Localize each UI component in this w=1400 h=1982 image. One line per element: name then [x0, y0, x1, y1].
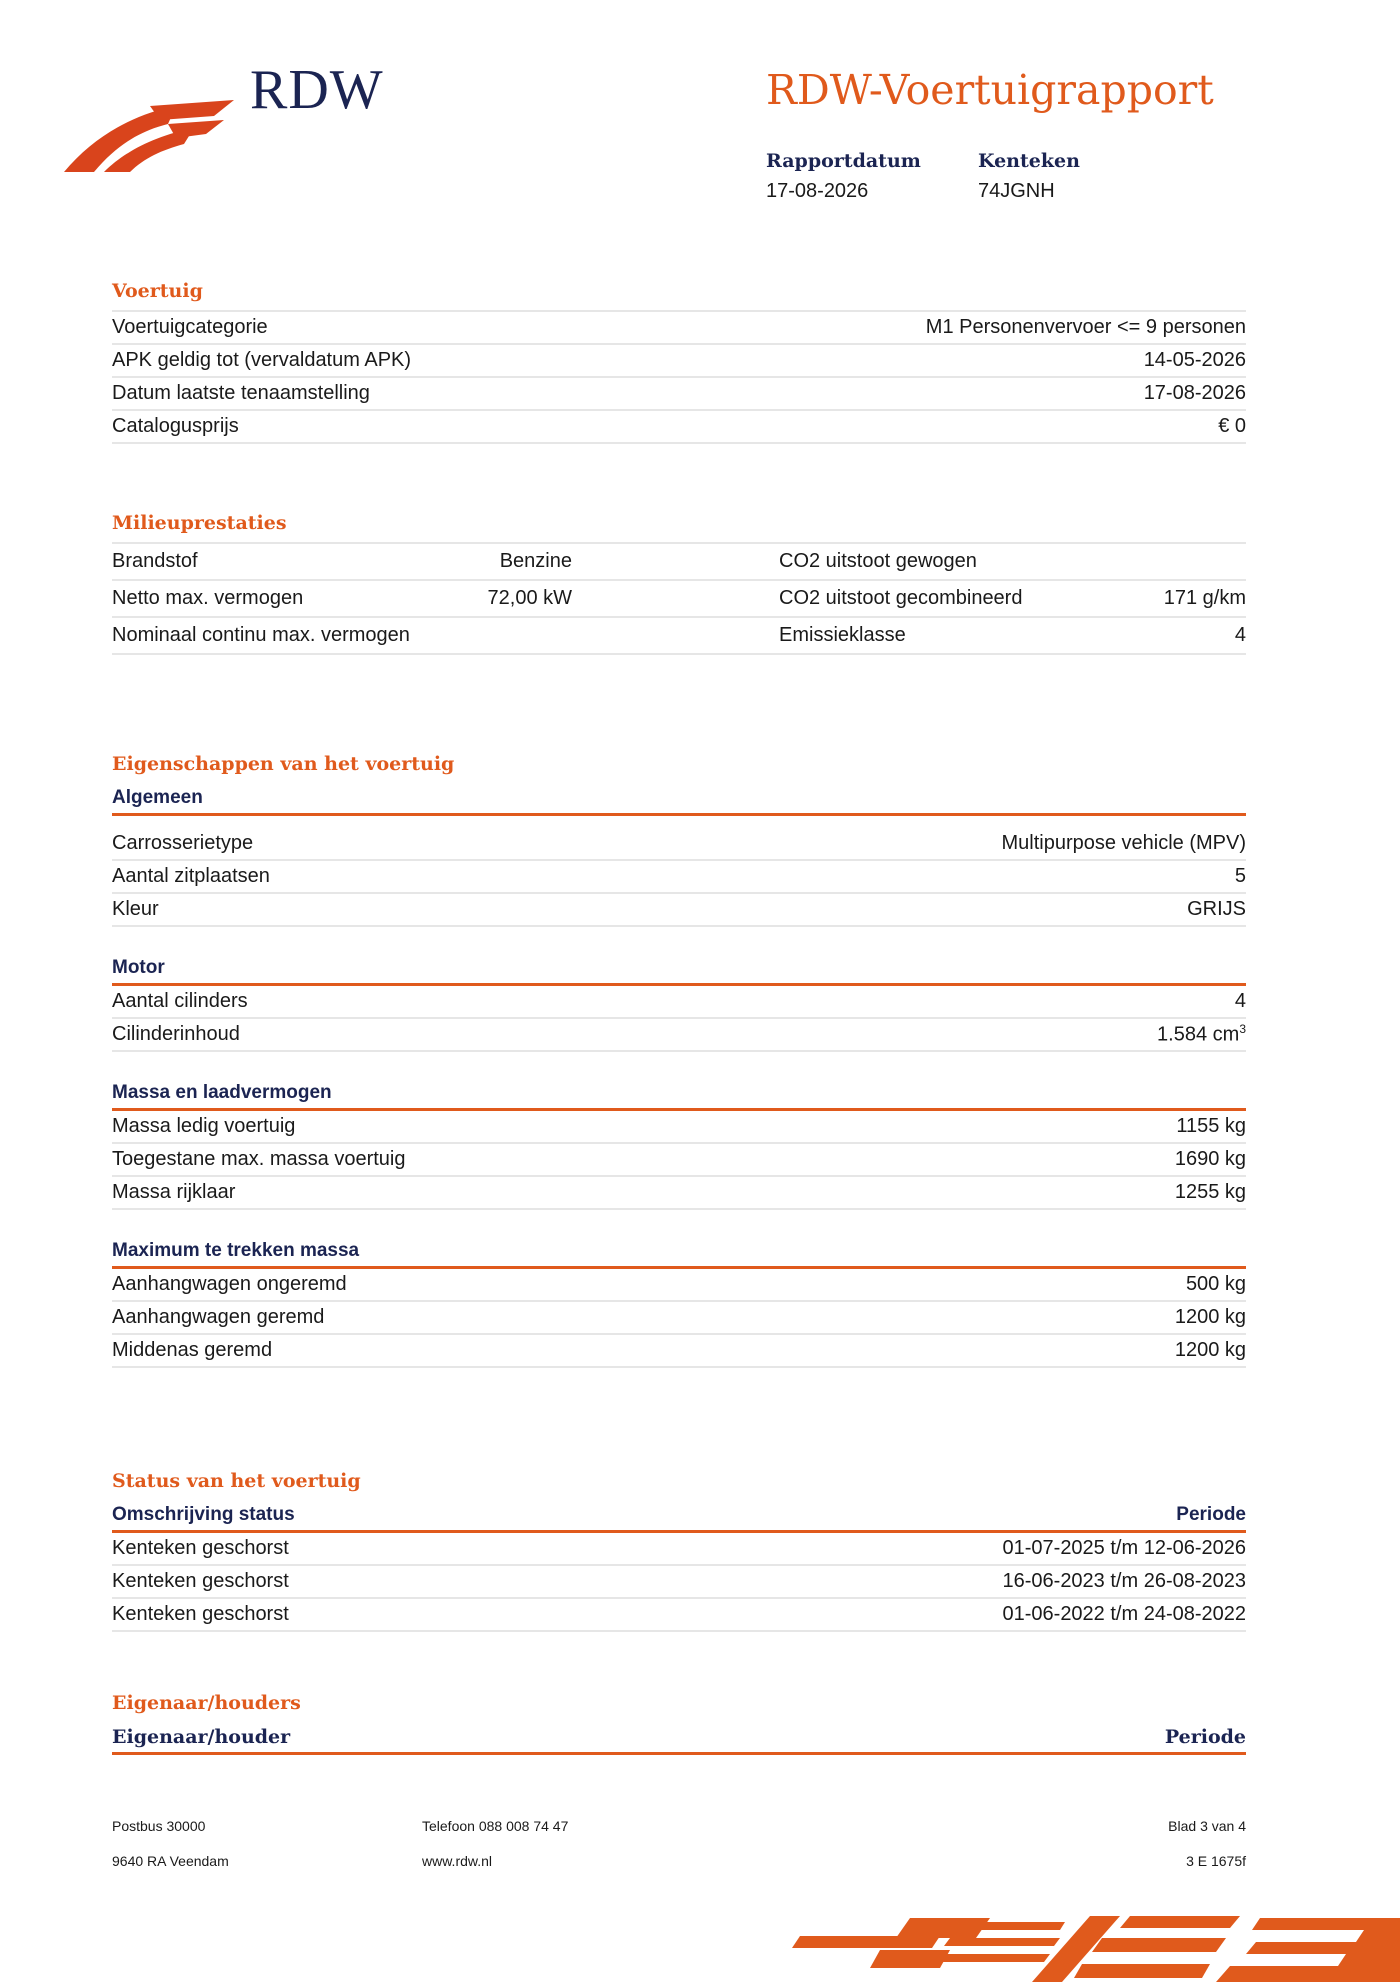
- row-value: 1200 kg: [1174, 1306, 1246, 1328]
- table-row: [112, 618, 1246, 655]
- row-value: 5: [1234, 865, 1246, 887]
- table-row: [112, 345, 1246, 378]
- row-label: Massa ledig voertuig: [112, 1115, 296, 1137]
- section-title: Eigenschappen van het voertuig: [112, 753, 455, 775]
- table-row: [112, 1566, 1246, 1599]
- plate-label: Kenteken: [978, 150, 1080, 172]
- row-label: Kenteken geschorst: [112, 1603, 289, 1625]
- row-label: Catalogusprijs: [112, 415, 239, 437]
- section-voertuig: [112, 280, 1246, 444]
- row-label: CO2 uitstoot gewogen: [779, 550, 977, 572]
- row-value: 500 kg: [1185, 1273, 1246, 1295]
- report-date-label: Rapportdatum: [766, 150, 921, 172]
- table-row: [112, 378, 1246, 411]
- table-row: [112, 861, 1246, 894]
- table-row: [112, 1177, 1246, 1210]
- row-label: Aantal zitplaatsen: [112, 865, 270, 887]
- logo-text: RDW: [250, 59, 384, 121]
- section-title: Voertuig: [112, 280, 203, 302]
- sub-section-title: Motor: [112, 953, 1246, 986]
- row-label: Brandstof: [112, 550, 198, 572]
- footer-web-link[interactable]: www.rdw.nl: [422, 1853, 493, 1869]
- row-value: 01-07-2025 t/m 12-06-2026: [1002, 1537, 1246, 1559]
- row-value: 16-06-2023 t/m 26-08-2023: [1002, 1570, 1246, 1592]
- eigenaar-header: [112, 1722, 1246, 1755]
- row-label: Aantal cilinders: [112, 990, 248, 1012]
- footer-page: Blad 3 van 4: [1168, 1818, 1246, 1834]
- report-title: RDW-Voertuigrapport: [766, 66, 1214, 114]
- sub-section-trekken: [112, 1236, 1246, 1368]
- row-label: Toegestane max. massa voertuig: [112, 1148, 406, 1170]
- footer-phone: Telefoon 088 008 74 47: [422, 1818, 569, 1834]
- row-label: Emissieklasse: [779, 624, 906, 646]
- row-value: Benzine: [499, 550, 572, 572]
- table-row: [112, 1111, 1246, 1144]
- section-milieu: [112, 512, 1246, 655]
- plate-block: [978, 150, 1080, 203]
- sub-section-massa: [112, 1078, 1246, 1210]
- row-label: Carrosserietype: [112, 832, 254, 854]
- row-value: 14-05-2026: [1143, 349, 1246, 371]
- table-row: [112, 1269, 1246, 1302]
- table-row: [112, 1144, 1246, 1177]
- table-row: [112, 1335, 1246, 1368]
- row-label: Netto max. vermogen: [112, 587, 304, 609]
- row-value: 1690 kg: [1174, 1148, 1246, 1170]
- table-row: [112, 411, 1246, 444]
- decorative-stripes-icon: [790, 1908, 1400, 1982]
- row-value: 4: [1234, 624, 1246, 646]
- row-value: 1255 kg: [1174, 1181, 1246, 1203]
- table-row: [112, 894, 1246, 927]
- table-row: [112, 828, 1246, 861]
- row-value: GRIJS: [1187, 898, 1246, 920]
- row-value: 1200 kg: [1174, 1339, 1246, 1361]
- table-row: [112, 310, 1246, 345]
- footer-address-1: Postbus 30000: [112, 1818, 206, 1834]
- plate-value: 74JGNH: [978, 180, 1055, 202]
- row-value: 1155 kg: [1176, 1115, 1246, 1137]
- row-value: 17-08-2026: [1143, 382, 1246, 404]
- row-label: Voertuigcategorie: [112, 316, 268, 338]
- row-value: 4: [1234, 990, 1246, 1012]
- row-label: Kleur: [112, 898, 159, 920]
- row-value: 1.584 $cm^3$: [1157, 1022, 1246, 1046]
- table-row: [112, 542, 1246, 581]
- row-label: Middenas geremd: [112, 1339, 273, 1361]
- row-value: € 0: [1218, 415, 1246, 437]
- row-label: Aanhangwagen ongeremd: [112, 1273, 347, 1295]
- row-value: M1 Personenvervoer <= 9 personen: [925, 316, 1246, 338]
- sub-section-title: Maximum te trekken massa: [112, 1236, 1246, 1269]
- status-header: [112, 1500, 1246, 1533]
- row-label: Nominaal continu max. vermogen: [112, 624, 410, 646]
- footer-code: 3 E 1675f: [1186, 1853, 1246, 1869]
- section-title: Milieuprestaties: [112, 512, 287, 534]
- report-date-value: 17-08-2026: [766, 180, 869, 202]
- section-eigenschappen: [112, 753, 1246, 1368]
- report-date-block: [766, 150, 921, 203]
- row-label: Aanhangwagen geremd: [112, 1306, 325, 1328]
- row-value: 72,00 kW: [487, 587, 572, 609]
- row-value: Multipurpose vehicle (MPV): [1001, 832, 1246, 854]
- table-row: [112, 1302, 1246, 1335]
- column-header: Omschrijving status: [112, 1504, 295, 1525]
- row-label: Kenteken geschorst: [112, 1537, 289, 1559]
- row-label: CO2 uitstoot gecombineerd: [779, 587, 1023, 609]
- column-header: Eigenaar/houder: [112, 1726, 291, 1748]
- row-label: Massa rijklaar: [112, 1181, 236, 1203]
- table-row: [112, 986, 1246, 1019]
- row-value: 01-06-2022 t/m 24-08-2022: [1002, 1603, 1246, 1625]
- sub-section-title: Massa en laadvermogen: [112, 1078, 1246, 1111]
- row-label: Kenteken geschorst: [112, 1570, 289, 1592]
- footer-address-2: 9640 RA Veendam: [112, 1853, 229, 1869]
- row-label: Cilinderinhoud: [112, 1023, 240, 1045]
- table-row: [112, 1533, 1246, 1566]
- column-header: Periode: [1164, 1726, 1246, 1748]
- table-row: [112, 581, 1246, 618]
- section-eigenaar: [112, 1692, 1246, 1755]
- column-header: Periode: [1176, 1504, 1246, 1525]
- row-label: APK geldig tot (vervaldatum APK): [112, 349, 412, 371]
- sub-section-title: Algemeen: [112, 783, 1246, 816]
- row-label: Datum laatste tenaamstelling: [112, 382, 370, 404]
- section-title: Eigenaar/houders: [112, 1692, 301, 1714]
- rdw-logo-icon: [64, 86, 234, 178]
- section-status: [112, 1470, 1246, 1632]
- sub-section-motor: [112, 953, 1246, 1052]
- table-row: [112, 1599, 1246, 1632]
- table-row: [112, 1019, 1246, 1052]
- row-value: 171 g/km: [1163, 587, 1246, 609]
- sub-section-algemeen: [112, 783, 1246, 927]
- section-title: Status van het voertuig: [112, 1470, 361, 1492]
